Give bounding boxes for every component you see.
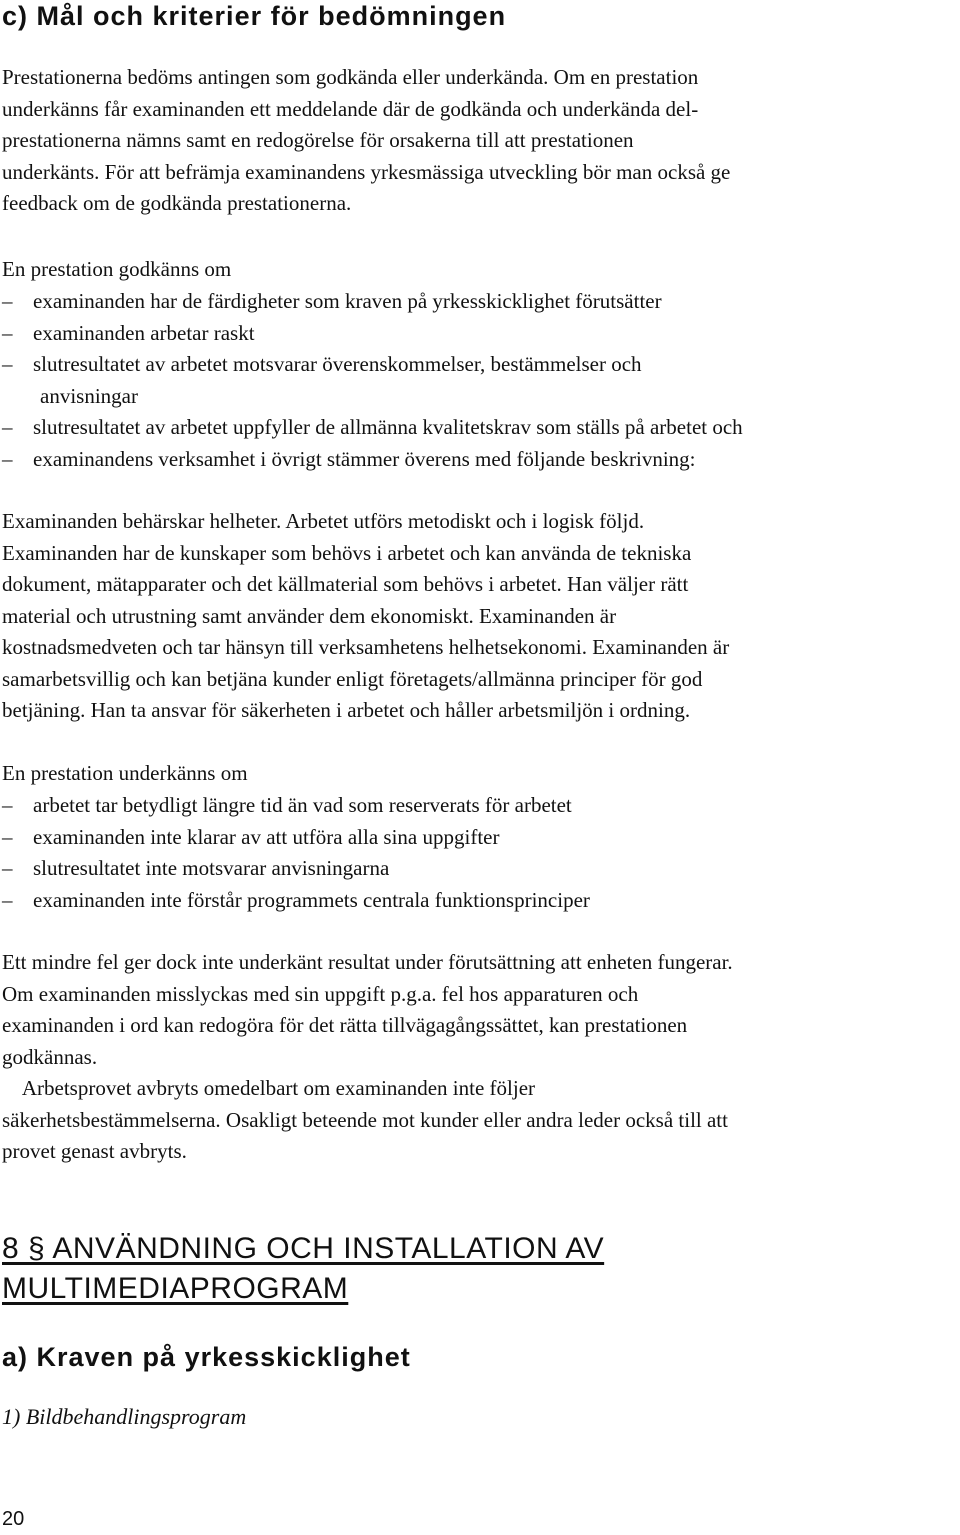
page-number: 20 (2, 1508, 25, 1530)
closing-paragraph: Ett mindre fel ger dock inte underkänt resultat under förutsättning att enheten fungerar. Om examinanden misslyckas med sin uppgift p.g.a. fel hos apparaturen och examinanden i ord kan redogöra för det rätta tillvägagångssättet, kan prestationen godkännas. Arbetsprovet avbryts omedelbart om examinanden inte följer säkerhetsbestämmelserna. Osakligt beteende mot kunder eller andra leder också till att provet genast avbryts. (2, 950, 733, 1163)
dash-bullet-icon: – (2, 887, 13, 912)
intro-line: Prestationerna bedöms antingen som godkända eller underkända. Om en prestation (2, 65, 699, 89)
list-item: – slutresultatet av arbetet uppfyller de allmänna kvalitetskrav som ställs på arbetet och (2, 412, 960, 444)
dash-bullet-icon: – (2, 824, 13, 849)
intro-line: prestationerna nämns samt en redogörelse för orsakerna till att prestationen (2, 128, 634, 152)
intro-line: underkänts. (2, 159, 100, 184)
list-item: – examinandens verksamhet i övrigt stämmer överens med följande beskrivning: (2, 444, 960, 476)
dash-bullet-icon: – (2, 415, 13, 439)
intro-line: underkänns får examinanden ett meddelande där de godkända och underkända del- (2, 96, 699, 121)
dash-bullet-icon: – (2, 446, 13, 471)
rejected-list (2, 790, 960, 916)
list-item: – examinanden inte klarar av att utföra alla sina uppgifter (2, 822, 960, 854)
dash-bullet-icon: – (2, 352, 13, 376)
list-item: – examinanden inte förstår programmets centrala funktionsprinciper (2, 885, 960, 917)
section-a-heading: a) Kraven på yrkesskicklighet (2, 1342, 411, 1372)
approved-lead: En prestation godkänns om (2, 257, 232, 281)
intro-paragraph (2, 62, 960, 220)
chapter-title-line2: MULTIMEDIAPROGRAM (2, 1272, 349, 1305)
approved-list (2, 286, 960, 475)
dash-bullet-icon: – (2, 856, 13, 880)
intro-line: feedback om de godkända prestationerna. (2, 191, 352, 215)
rejected-lead: En prestation underkänns om (2, 761, 248, 785)
list-item: – examinanden har de färdigheter som kraven på yrkesskicklighet förutsätter (2, 286, 960, 318)
list-item: – slutresultatet inte motsvarar anvisningarna (2, 853, 960, 885)
dash-bullet-icon: – (2, 289, 13, 313)
list-item: – examinanden arbetar raskt (2, 318, 960, 350)
chapter-title-line1: 8 § ANVÄNDNING OCH INSTALLATION AV (2, 1232, 605, 1265)
intro-line: För att befrämja examinandens yrkesmässiga utveckling bör man också ge (99, 159, 731, 184)
dash-bullet-icon: – (2, 320, 13, 345)
dash-bullet-icon: – (2, 793, 13, 817)
description-paragraph: Examinanden behärskar helheter. Arbetet utförs metodiskt och i logisk följd. Examinanden har de kunskaper som behövs i arbetet och kan använda de tekniska dokument, mätapparater och det källmaterial som behövs i arbetet. Han väljer rätt material och utrustning samt använder dem ekonomiskt. Examinanden är kostnadsmedveten och tar hänsyn till verksamhetens helhetsekonomi. Examinanden är samarbetsvillig och kan betjäna kunder enligt företagets/allmänna principer för god betjäning. Han ta ansvar för säkerheten i arbetet och håller arbetsmiljön i ordning. (2, 509, 730, 722)
list-item: – slutresultatet av arbetet motsvarar överenskommelser, bestämmelser och anvisningar (2, 349, 960, 412)
section-c-heading: c) Mål och kriterier för bedömningen (2, 1, 507, 31)
subheading: 1) Bildbehandlingsprogram (2, 1404, 247, 1429)
list-item: – arbetet tar betydligt längre tid än vad som reserverats för arbetet (2, 790, 960, 822)
list-item-continuation: anvisningar (40, 383, 138, 408)
